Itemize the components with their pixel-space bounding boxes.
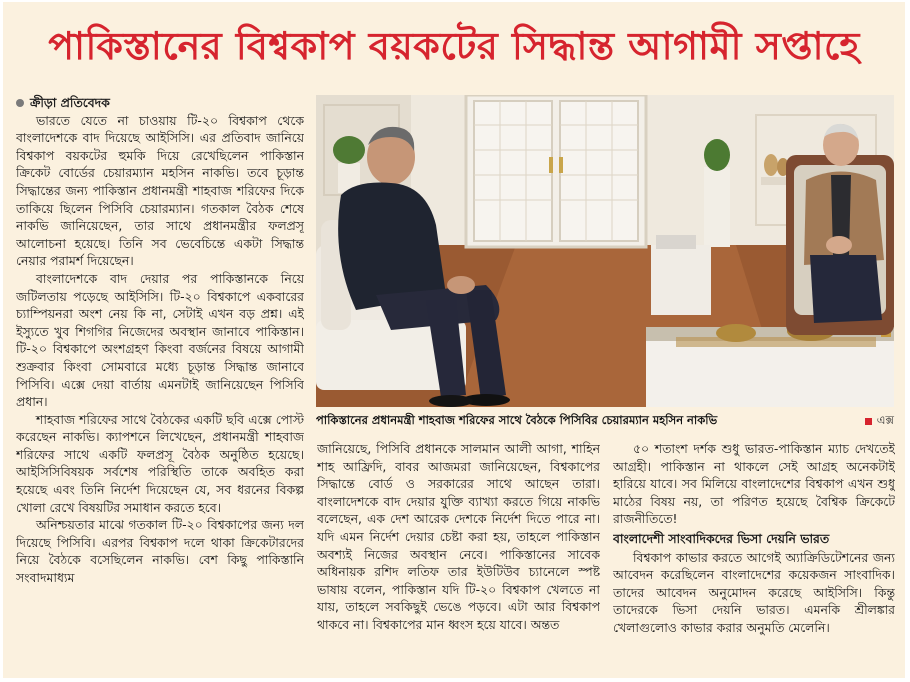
byline-text: ক্রীড়া প্রতিবেদক: [30, 95, 110, 110]
headline: পাকিস্তানের বিশ্বকাপ বয়কটের সিদ্ধান্ত আগামী সপ্তাহে: [48, 24, 860, 68]
newspaper-clipping: [3, 2, 905, 678]
photo-caption-row: [316, 409, 894, 433]
photo-credit-text: এক্স: [876, 412, 894, 427]
bullet-icon: [16, 99, 24, 107]
byline: [16, 94, 304, 112]
paragraph: ৫০ শতাংশ দর্শক শুধু ভারত-পাকিস্তান ম্যাচ দেখতেই আগ্রহী। পাকিস্তান না থাকলে সেই আগ্রহ অনেকটাই হারিয়ে যাবে। সব মিলিয়ে বাংলাদেশের বিশ্বকাপ এখন শুধু মাঠের বিষয় নয়, তা পরিণত হয়েছে বৈশ্বিক ক্রিকেটে রাজনীতিতে!: [613, 441, 895, 527]
paragraph: বাংলাদেশকে বাদ দেয়ার পর পাকিস্তানকে নিয়ে জটিলতায় পড়েছে আইসিসি। টি-২০ বিশ্বকাপে একবারের চ্যাম্পিয়নরা অংশ নেয় কি না, সেটাই এখন বড় প্রশ্ন। এই ইস্যুতে খুব শিগগির নিজেদের অবস্থান জানাবে পাকিস্তান। টি-২০ বিশ্বকাপে অংশগ্রহণ কিংবা বর্জনের বিষয়ে আগামী শুক্রবার কিংবা সোমবারে মধ্যে চূড়ান্ত সিদ্ধান্ত জানাবে পিসিবি। এক্সে দেয়া বার্তায় এমনটাই জানিয়েছেন পিসিবি প্রধান।: [16, 270, 304, 410]
square-icon: [865, 418, 872, 425]
article-column-3: [613, 440, 895, 674]
photo-caption: পাকিস্তানের প্রধানমন্ত্রী শাহবাজ শরিফের সাথে বৈঠকে পিসিবির চেয়ারম্যান মহসিন নাকভি: [316, 412, 718, 427]
paragraph: অনিশ্চয়তার মাঝে গতকাল টি-২০ বিশ্বকাপের জন্য দল দিয়েছে পিসিবি। এরপর বিশ্বকাপ দলে থাকা ক্রিকেটারদের নিয়ে বৈঠকে বসেছিলেন নাকভি। বেশ কিছু পাকিস্তানি সংবাদমাধ্যম: [16, 517, 304, 586]
photo-credit: [865, 412, 894, 431]
article-column-1: [16, 94, 304, 670]
paragraph: শাহবাজ শরিফের সাথে বৈঠকের একটি ছবি এক্সে পোস্ট করেছেন নাকভি। ক্যাপশনে লিখেছেন, প্রধানমন্ত্রী শাহবাজ শরিফের সাথে একটি ফলপ্রসূ বৈঠক অনুষ্ঠিত হয়েছে। আইসিসিবিষয়ক সর্বশেষ পরিস্থিতি তাকে অবহিত করা হয়েছে এবং তিনি নির্দেশ দিয়েছেন যে, সব ধরনের বিকল্প খোলা রেখে বিষয়টির সমাধান করতে হবে।: [16, 411, 304, 515]
paragraph: বিশ্বকাপ কাভার করতে আগেই অ্যাক্রিডিটেশনের জন্য আবেদন করেছিলেন বাংলাদেশের কয়েকজন সাংবাদিক। তাদের আবেদন অনুমোদন করেছে আইসিসি। কিন্তু তাদেরকে ভিসা দেয়নি ভারত। এমনকি শ্রীলঙ্কার খেলাগুলোও কাভার করার অনুমতি মেলেনি।: [613, 549, 895, 635]
paragraph: জানিয়েছে, পিসিবি প্রধানকে সালমান আলী আগা, শাহিন শাহ আফ্রিদি, বাবর আজমরা জানিয়েছেন, বিশ্বকাপের সিদ্ধান্তে বোর্ড ও সরকারের সাথে আছেন তারা। বাংলাদেশকে বাদ দেয়ার যুক্তি ব্যাখ্যা করতে গিয়ে নাকভি বলেছেন, এক দেশ আরেক দেশকে নির্দেশ দিতে পারে না। যদি এমন নির্দেশ দেয়ার চেষ্টা করা হয়, তাহলে পাকিস্তান অবশ্যই নিজের অবস্থান নেবে। পাকিস্তানের সাবেক অধিনায়ক রশিদ লতিফ তার ইউটিউব চ্যানেলে স্পষ্ট ভাষায় বলেন, পাকিস্তান যদি টি-২০ বিশ্বকাপ খেলতে না যায়, তাহলে সবকিছুই ভেঙে পড়বে। এটা আর বিশ্বকাপ থাকবে না। বিশ্বকাপের মান ধ্বংস হয়ে যাবে। অন্তত: [317, 441, 600, 632]
news-photo: [316, 95, 894, 407]
subheading: বাংলাদেশী সাংবাদিকদের ভিসা দেয়নি ভারত: [613, 530, 830, 546]
paragraph: ভারতে যেতে না চাওয়ায় টি-২০ বিশ্বকাপ থেকে বাংলাদেশকে বাদ দিয়েছে আইসিসি। এর প্রতিবাদ জানিয়ে বিশ্বকাপ বয়কটের হুমকি দিয়ে রেখেছিলেন পাকিস্তান ক্রিকেট বোর্ডের চেয়ারম্যান মহসিন নাকভি। তবে চূড়ান্ত সিদ্ধান্তের জন্য পাকিস্তান প্রধানমন্ত্রী শাহবাজ শরিফের দিকে তাকিয়ে ছিলেন পিসিবি চেয়ারম্যান। গতকাল বৈঠক শেষে নাকভি জানিয়েছেন, তার সাথে প্রধানমন্ত্রীর ফলপ্রসূ আলোচনা হয়েছে। তিনি সব ভেবেচিন্তে একটা সিদ্ধান্ত নেয়ার পরামর্শ দিয়েছেন।: [16, 112, 304, 269]
article-column-2: [317, 440, 600, 674]
